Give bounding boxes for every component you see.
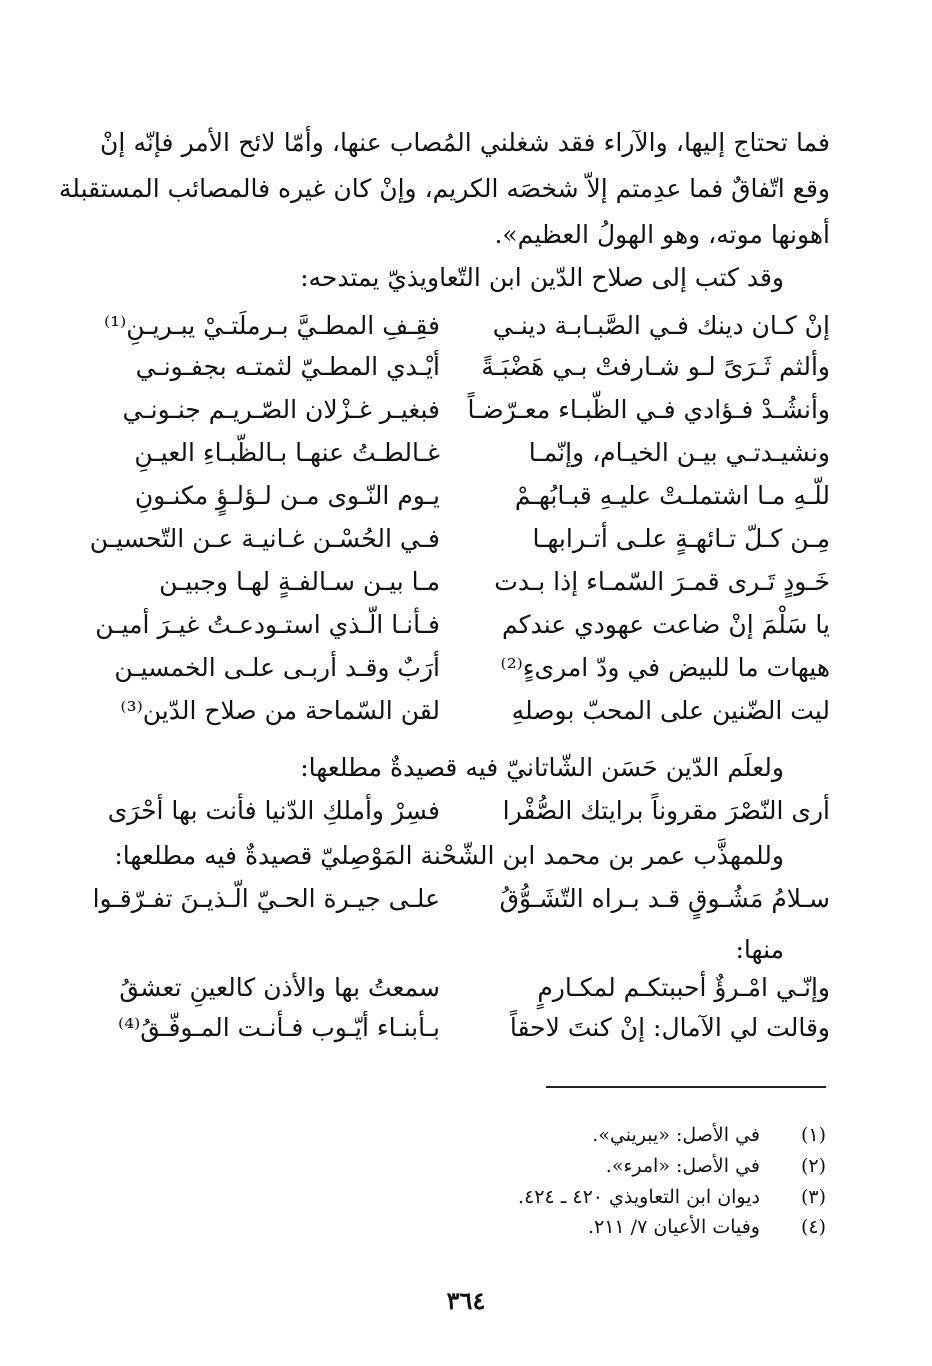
verse-second-hemistich: فـأنـا الّـذي استـودعـتُ غيـرَ أميـن bbox=[95, 610, 440, 639]
verse-first-hemistich: أرى النّصْرَ مقروناً برايتك الصُّفْرا bbox=[502, 796, 830, 825]
verse-first-hemistich: ونشيـدتـي بيـن الخيـام، وإنّمـا bbox=[528, 438, 830, 467]
page-number: ٣٦٤ bbox=[446, 1286, 486, 1315]
footnote bbox=[426, 1120, 826, 1150]
footnote-number: (٤) bbox=[800, 1216, 826, 1238]
verse-second-hemistich: فبغيـر غـزْلان الصّـريـم جنـونـي bbox=[122, 395, 440, 424]
poem-intro: ولعلَم الدّين حَسَن الشّاتانيّ فيه قصيدةٌ مطلعها: bbox=[300, 753, 784, 782]
verse-first-hemistich: وإنّـي امْـرؤٌ أحببتكـم لمكـارمٍ bbox=[537, 973, 830, 1002]
poem-intro: منها: bbox=[735, 935, 784, 964]
poem-verse bbox=[100, 968, 830, 1008]
footnote-number: (٢) bbox=[800, 1155, 826, 1177]
prose-line: وقع اتّفاقٌ فما عدِمتم إلاّ شخصَه الكريم، وإنْ كان غيره فالمصائب المستقبلة bbox=[58, 174, 830, 203]
poem-intro: وللمهذَّب عمر بن محمد ابن الشّحْنة المَوْصِليّ قصيدةٌ فيه مطلعها: bbox=[114, 841, 784, 870]
prose-paragraph bbox=[58, 120, 830, 258]
verse-second-hemistich: فـي الحُسْـن غـانيـة عـن التّحسيـن bbox=[89, 524, 440, 553]
verse-second-hemistich: أرَبٌ وقـد أربـى علـى الخمسيـن bbox=[114, 653, 440, 682]
verse-second-hemistich: فقِـفِ المطـيَّ بـرملَتـيْ يبـريـنِ⁽¹⁾ bbox=[103, 311, 440, 340]
poem-verse bbox=[100, 791, 830, 831]
poem-verse bbox=[100, 648, 830, 688]
verse-first-hemistich: وألثم ثَـرَىً لـو شـارفتْ بـي هَضْبَـةً bbox=[481, 352, 830, 381]
footnote-text: وفيات الأعيان ٧/ ٢١١. bbox=[587, 1216, 760, 1238]
verse-second-hemistich: بـأبنـاء أيّـوب فـأنـت المـوفّـقُ⁽⁴⁾ bbox=[117, 1013, 440, 1042]
prose-line: فما تحتاج إليها، والآراء فقد شغلني المُصاب عنها، وأمّا لائح الأمر فإنّه إنْ bbox=[100, 128, 830, 157]
poem-verse bbox=[100, 476, 830, 516]
poem-verse bbox=[92, 879, 830, 919]
verse-second-hemistich: أيْـدي المطـيّ لثمتـه بجفـونـي bbox=[135, 352, 440, 381]
footnote-divider bbox=[546, 1086, 826, 1088]
footnote-number: (٣) bbox=[800, 1186, 826, 1208]
verse-second-hemistich: مـا بيـن سـالفـةٍ لهـا وجبيـن bbox=[159, 567, 440, 596]
poem-verse bbox=[100, 390, 830, 430]
verse-first-hemistich: ليت الضّنين على المحبّ بوصلهِ bbox=[511, 696, 830, 725]
verse-second-hemistich: فسِرْ وأملكِ الدّنيا فأنت بها أحْرَى bbox=[107, 796, 440, 825]
poem-verse bbox=[95, 605, 830, 645]
verse-second-hemistich: يـوم النّـوى مـن لـؤلـؤٍ مكنـونِ bbox=[134, 481, 440, 510]
footnote-text: في الأصل: «يبريني». bbox=[592, 1124, 760, 1146]
prose-line: أهونها موته، وهو الهولُ العظيم». bbox=[494, 220, 830, 249]
poem-verse bbox=[100, 433, 830, 473]
footnote-text: في الأصل: «امرء». bbox=[605, 1155, 760, 1177]
verse-first-hemistich: إنْ كـان دينك فـي الصَّبـابـة دينـي bbox=[492, 311, 830, 340]
verse-first-hemistich: هيهات ما للبيض في ودّ امرىءٍ⁽²⁾ bbox=[500, 653, 830, 682]
verse-first-hemistich: خَـودٍ تَـرى قمـرَ السّمـاء إذا بـدت bbox=[494, 567, 830, 596]
verse-first-hemistich: وقالت لي الآمال: إنْ كنتَ لاحقاً bbox=[509, 1013, 830, 1042]
verse-second-hemistich: سمعتُ بها والأذن كالعينِ تعشقُ bbox=[119, 973, 440, 1002]
poem-intro: وقد كتب إلى صلاح الدّين ابن التّعاويذيّ يمتدحه: bbox=[300, 263, 784, 292]
poem-verse bbox=[100, 562, 830, 602]
footnote bbox=[426, 1151, 826, 1181]
verse-first-hemistich: مِـن كـلّ تـائهـةٍ علـى أتـرابهـا bbox=[532, 524, 830, 553]
poem-verse bbox=[100, 306, 830, 346]
poem-verse bbox=[100, 691, 830, 731]
verse-first-hemistich: للّـهِ مـا اشتملـتْ عليـهِ قبـابُهـمْ bbox=[514, 481, 830, 510]
poem-verse bbox=[100, 347, 830, 387]
verse-second-hemistich: علـى جيـرة الحـيّ الّـذيـنَ تفـرّقـوا bbox=[92, 884, 440, 913]
verse-first-hemistich: سـلامُ مَشُـوقٍ قـد بـراه التّشَـوُّقُ bbox=[499, 884, 830, 913]
footnote-number: (١) bbox=[800, 1124, 826, 1146]
verse-second-hemistich: لقن السّماحة من صلاح الدّين⁽³⁾ bbox=[120, 696, 440, 725]
poem-verse bbox=[100, 1008, 830, 1048]
verse-first-hemistich: وأنشُـدْ فـؤادي فـي الظّبـاء معـرّضـاً bbox=[467, 395, 830, 424]
verse-second-hemistich: غـالطـتُ عنهـا بـالظّبـاءِ العيـنِ bbox=[134, 438, 440, 467]
poem-verse bbox=[89, 519, 830, 559]
verse-first-hemistich: يا سَلْمَ إنْ ضاعت عهودي عندكم bbox=[502, 610, 830, 639]
footnote bbox=[426, 1182, 826, 1212]
footnote bbox=[426, 1212, 826, 1242]
footnote-text: ديوان ابن التعاويذي ٤٢٠ ـ ٤٢٤. bbox=[518, 1186, 760, 1208]
